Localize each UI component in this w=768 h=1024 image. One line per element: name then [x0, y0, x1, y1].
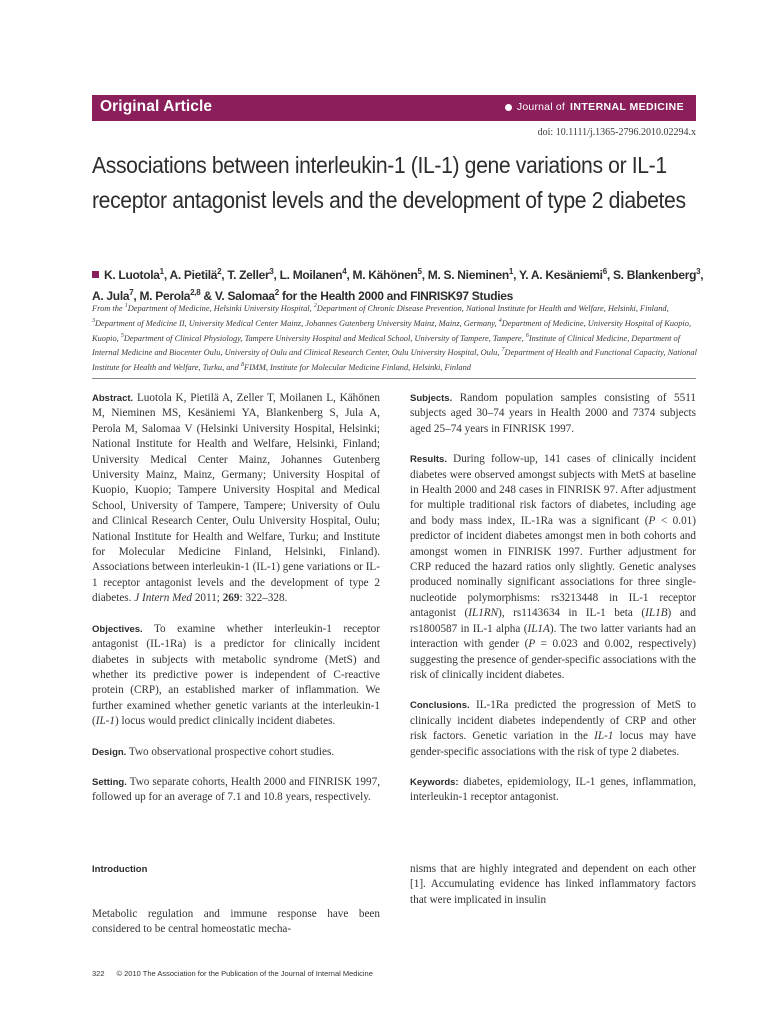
page-number: 322 — [92, 969, 105, 978]
affiliation-number: 7 — [501, 347, 505, 354]
design-paragraph — [92, 745, 380, 760]
affiliation-text: Department of Chronic Disease Prevention, National Institute for Health and Welfare, Helsinki, Finland, — [316, 303, 669, 313]
setting-label: Setting. — [92, 776, 127, 788]
author-affiliation-number: 3 — [696, 267, 701, 276]
author-name: A. Pietilä — [169, 268, 218, 282]
author-affiliation-number: 4 — [342, 267, 347, 276]
citation-pages: : 322–328. — [239, 592, 288, 605]
affiliation-number: 4 — [498, 317, 502, 324]
abstract-right-column — [410, 391, 696, 821]
author-suffix: for the Health 2000 and FINRISK97 Studies — [278, 289, 514, 303]
page-footer — [92, 969, 373, 978]
author-name: V. Salomaa — [214, 289, 275, 303]
affiliation-number: 5 — [120, 332, 124, 339]
gene-name: IL1B — [645, 607, 668, 620]
affiliation-text: Institute of Clinical Medicine, Department of Internal Medicine and Biocenter Oulu, University of Oulu and Clinical Research Center, Oulu University Hospital, Oulu, — [92, 333, 681, 358]
abstract-text: Luotola K, Pietilä A, Zeller T, Moilanen L, Kähönen M, Nieminen MS, Kesäniemi YA, Blankenberg S, Jula A, Perola M, Salomaa V (Helsinki University Hospital, Helsinki; National Institute for Health and Welfare, Helsinki, Finland; University Medical Center Mainz, Johannes Gutenberg University Mainz, Mainz, Germany; University Hospital of Kuopio, Kuopio; Tampere University Hospital and Medical School, University of Tampere, Tampere; University of Oulu and Clinical Research Center, Oulu University Hospital, Oulu; National Institute for Health and Welfare, Turku; and Institute for Molecular Medicine Finland, Helsinki, Finland). Associations between interleukin-1 (IL-1) gene variations or IL-1 receptor antagonist levels and the development of type 2 diabetes. — [92, 392, 380, 605]
affiliation-number: 1 — [124, 303, 128, 309]
introduction-heading: Introduction — [92, 864, 148, 875]
p-symbol: P — [528, 638, 536, 651]
abstract-label: Abstract. — [92, 393, 134, 404]
abstract-paragraph — [92, 391, 380, 607]
author-names: K. Luotola$^1$, A. Pietilä$^2$, T. Zeller$^3$, L. Moilanen$^4$, M. Kähönen$^5$, M. S. Nieminen$^1$, Y. A. Kesäniemi$^6$, S. Blankenberg$^3$, A. Jula$^7$, M. Perola$^{2,8}$ & V. Salomaa$^2$ for the Health 2000 and FINRISK97 Studies — [92, 267, 704, 303]
keywords-text: diabetes, epidemiology, IL-1 genes, inflammation, interleukin-1 receptor antagonist. — [410, 775, 696, 804]
setting-paragraph — [92, 775, 380, 806]
affiliation-text: Department of Medicine, University Hospital of Kuopio, Kuopio, — [92, 318, 692, 343]
results-text: ). The two latter variants had an interaction with gender ( — [410, 622, 696, 651]
keywords-label: Keywords: — [410, 776, 459, 788]
author-affiliation-number: 2 — [274, 288, 279, 297]
citation-year: 2011; — [192, 592, 223, 605]
affiliation-text: Department of Health and Functional Capacity, National Institute for Health and Welfare, Turku, and — [92, 348, 697, 372]
author-name: T. Zeller — [227, 268, 270, 282]
square-bullet-icon — [92, 271, 99, 278]
author-name: L. Moilanen — [279, 268, 343, 282]
design-text: Two observational prospective cohort studies. — [126, 745, 335, 758]
author-name: M. Kähönen — [352, 268, 418, 282]
keywords-paragraph — [410, 775, 696, 806]
subjects-text: Random population samples consisting of 5511 subjects aged 30–74 years in Health 2000 and 7374 subjects aged 25–74 years in FINRISK 1997. — [410, 392, 696, 435]
article-type-label: Original Article — [100, 98, 213, 115]
abstract-left-column — [92, 391, 380, 821]
author-affiliation-number: 2 — [217, 267, 222, 276]
affiliation-text: FIMM, Institute for Molecular Medicine Finland, Helsinki, Finland — [243, 362, 471, 372]
doi-link[interactable]: doi: 10.1111/j.1365-2796.2010.02294.x — [537, 127, 696, 138]
affiliation-number: 8 — [240, 362, 244, 369]
gene-name: IL1RN — [468, 607, 499, 620]
objectives-text-end: ) locus would predict clinically incident diabetes. — [115, 715, 336, 728]
subjects-paragraph — [410, 391, 696, 437]
results-text: During follow-up, 141 cases of clinically incident diabetes were observed amongst subjects with MetS at baseline in Health 2000 and 248 cases in FINRISK 97. After adjustment for multiple traditional risk factors of diabetes, including age and body mass index, IL-1Ra was a significant ( — [410, 453, 696, 527]
author-affiliation-number: 2,8 — [190, 288, 201, 297]
affiliation-text: Department of Medicine II, University Medical Center Mainz, Johannes Gutenberg University Mainz, Mainz, Germany, — [95, 318, 499, 328]
author-name: K. Luotola — [104, 268, 160, 282]
introduction-text-left: Metabolic regulation and immune response have been considered to be central homeostatic mecha- — [92, 908, 380, 936]
author-affiliation-number: 6 — [602, 267, 607, 276]
author-name: S. Blankenberg — [612, 268, 697, 282]
author-name: M. Perola — [139, 289, 191, 303]
citation-volume: 269 — [222, 592, 240, 605]
author-name: M. S. Nieminen — [427, 268, 509, 282]
introduction-text-right: nisms that are highly integrated and dependent on each other [1]. Accumulating evidence has linked inflammatory factors that were implicated in insulin — [410, 863, 696, 906]
results-label: Results. — [410, 454, 447, 466]
conclusions-text: IL-1Ra predicted the progression of MetS to clinically incident diabetes independently of CRP and other risk factors. Genetic variation in the — [410, 699, 696, 743]
author-list — [92, 263, 712, 305]
citation-journal: J Intern Med — [134, 592, 193, 605]
results-text: ) and rs1800587 in IL-1 alpha ( — [410, 607, 696, 635]
author-affiliation-number: 5 — [417, 267, 422, 276]
bullet-icon — [505, 104, 512, 111]
results-text: ), rs1143634 in IL-1 beta ( — [498, 607, 646, 620]
affiliation-text: Department of Clinical Physiology, Tampere University Hospital and Medical School, University of Tampere, Tampere, — [123, 333, 526, 343]
affiliation-text: From the — [92, 303, 125, 313]
affiliation-text: Department of Medicine, Helsinki University Hospital, — [127, 303, 314, 313]
author-name: A. Jula — [92, 289, 130, 303]
gene-name: IL-1 — [95, 715, 116, 728]
affiliation-number: 3 — [92, 317, 95, 324]
author-affiliation-number: 3 — [269, 267, 274, 276]
author-affiliation-number: 7 — [129, 288, 134, 297]
affiliation-number: 2 — [313, 303, 317, 309]
setting-text: Two separate cohorts, Health 2000 and FINRISK 1997, followed up for an average of 7.1 and 10.8 years, respectively. — [92, 775, 380, 804]
objectives-paragraph — [92, 622, 380, 730]
journal-prefix: Journal of — [516, 101, 566, 113]
results-text: < 0.01) predictor of incident diabetes amongst men in both cohorts and amongst women in FINRISK 1997. Further adjustment for CRP reduced the hazard ratios only slightly. Genetic analyses produced nominally significant associations for three single-nucleotide polymorphisms: rs3213448 in IL-1 receptor antagonist ( — [410, 514, 696, 620]
gene-name: IL-1 — [594, 730, 614, 743]
affiliations — [92, 300, 702, 374]
journal-title: INTERNAL MEDICINE — [570, 101, 684, 113]
author-affiliation-number: 1 — [159, 267, 164, 276]
results-text: = 0.023 and 0.002, respectively) suggesting the presence of gender-specific associations with the risk of clinically incident diabetes. — [410, 638, 696, 681]
objectives-label: Objectives. — [92, 623, 143, 635]
p-symbol: P — [648, 514, 656, 527]
author-affiliation-number: 1 — [508, 267, 514, 276]
author-name: Y. A. Kesäniemi — [518, 268, 603, 282]
conclusions-text: locus may have gender-specific associations with the risk of type 2 diabetes. — [410, 730, 696, 758]
objectives-text: To examine whether interleukin-1 receptor antagonist (IL-1Ra) is a predictor for clinically incident diabetes in subjects with metabolic syndrome (MetS) and whether its predictive power is independent of C-reactive protein (CRP), an established marker of inflammation. We further examined whether genetic variants at the interleukin-1 ( — [92, 622, 380, 728]
results-paragraph — [410, 452, 696, 683]
gene-name: IL1A — [527, 622, 550, 635]
conclusions-paragraph — [410, 698, 696, 760]
affiliation-number: 6 — [525, 332, 529, 339]
article-title: Associations between interleukin-1 (IL-1) gene variations or IL-1 receptor antagonist levels and the development of type 2 diabetes — [92, 152, 686, 213]
divider — [92, 378, 696, 379]
copyright-notice: © 2010 The Association for the Publication of the Journal of Internal Medicine — [116, 969, 373, 978]
conclusions-label: Conclusions. — [410, 700, 470, 712]
journal-name — [505, 101, 684, 113]
design-label: Design. — [92, 746, 127, 758]
header-bar — [92, 95, 696, 121]
subjects-label: Subjects. — [410, 393, 453, 404]
